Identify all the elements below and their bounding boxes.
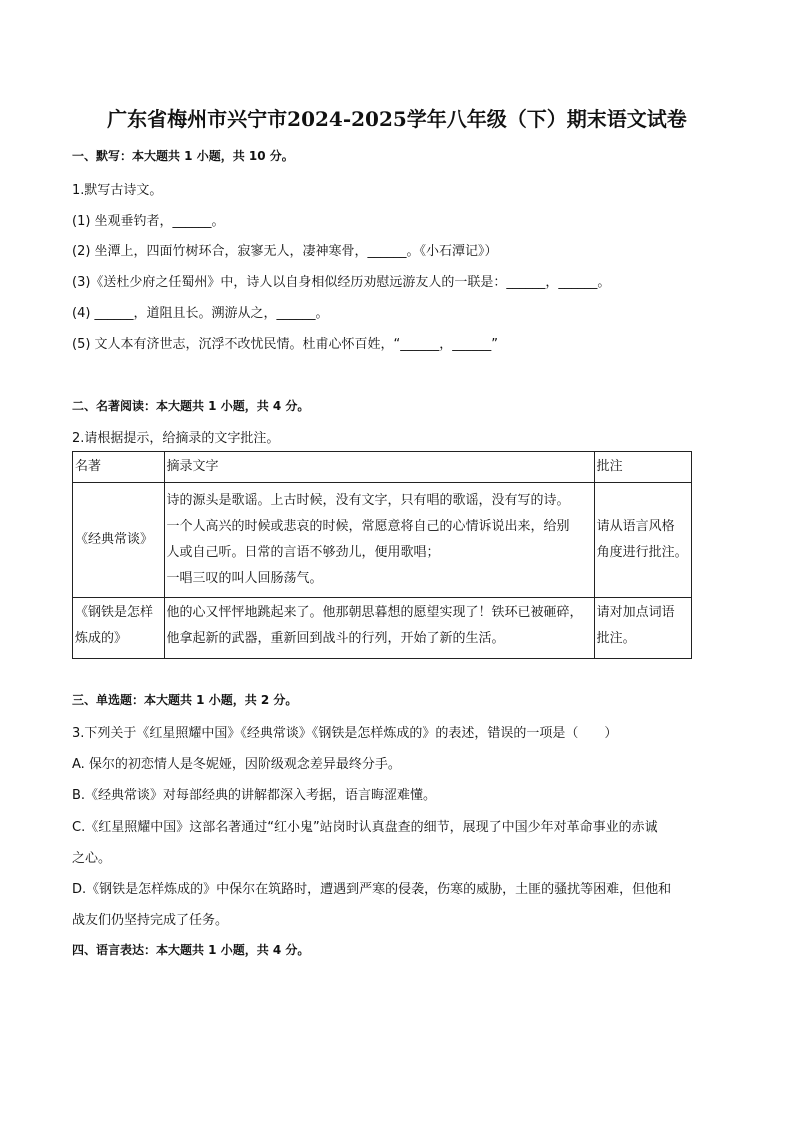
excerpt-line: 人或自己听。日常的言语不够劲儿，便用歌唱； [166, 545, 440, 560]
table-cell-book [73, 598, 165, 659]
table-cell-excerpt [164, 598, 594, 659]
table-header-row [73, 452, 692, 483]
note-line: 请从语言风格 [596, 519, 675, 534]
table-row [73, 483, 692, 598]
excerpt-line: 诗的源头是歌谣。上古时候，没有文字，只有唱的歌谣，没有写的诗。 [166, 493, 570, 508]
note-line: 角度进行批注。 [596, 545, 688, 560]
table-cell-excerpt [164, 483, 594, 598]
note-line: 批注。 [596, 631, 636, 646]
table-cell-note [594, 598, 691, 659]
question-2: 2.请根据提示，给摘录的文字批注。 [72, 431, 280, 446]
note-line: 请对加点词语 [596, 605, 675, 620]
question-1-item-4: (4) ______，道阻且长。溯游从之，______。 [72, 306, 329, 321]
option-d-continued: 战友们仍坚持完成了任务。 [72, 913, 229, 928]
question-3: 3.下列关于《红星照耀中国》《经典常谈》《钢铁是怎样炼成的》的表述，错误的一项是（ ） [72, 726, 618, 741]
section-3-heading: 三、单选题：本大题共 1 小题，共 2 分。 [72, 693, 298, 707]
option-c: C.《红星照耀中国》这部名著通过“红小鬼”站岗时认真盘查的细节，展现了中国少年对革命事业的赤诚 [72, 820, 658, 835]
question-1-item-1: (1) 坐观垂钓者，______。 [72, 214, 225, 229]
table-cell-note [594, 483, 691, 598]
question-1-item-2: (2) 坐潭上，四面竹树环合，寂寥无人，凄神寒骨，______。《小石潭记》） [72, 244, 498, 259]
option-c-continued: 之心。 [72, 851, 112, 866]
excerpt-line: 他拿起新的武器，重新回到战斗的行列，开始了新的生活。 [166, 631, 505, 646]
annotation-table [72, 451, 692, 659]
book-line: 《钢铁是怎样 [75, 605, 154, 620]
table-header-book: 名著 [73, 452, 165, 483]
option-b: B.《经典常谈》对每部经典的讲解都深入考据，语言晦涩难懂。 [72, 788, 437, 803]
question-1-item-3: (3)《送杜少府之任蜀州》中，诗人以自身相似经历劝慰远游友人的一联是：______，______。 [72, 275, 611, 290]
question-1-item-5: (5) 文人本有济世志，沉浮不改忧民情。杜甫心怀百姓，“______，______” [72, 337, 499, 352]
section-2-heading: 二、名著阅读：本大题共 1 小题，共 4 分。 [72, 399, 310, 413]
book-line: 炼成的》 [75, 631, 128, 646]
excerpt-line: 一个人高兴的时候或悲哀的时候，常愿意将自己的心情诉说出来，给别 [166, 519, 570, 534]
excerpt-line: 他的心又怦怦地跳起来了。他那朝思暮想的愿望实现了！铁环已被砸碎， [166, 605, 583, 620]
excerpt-line: 一唱三叹的叫人回肠荡气。 [166, 571, 323, 586]
question-1: 1.默写古诗文。 [72, 183, 163, 198]
table-row [73, 598, 692, 659]
page-title: 广东省梅州市兴宁市2024-2025学年八年级（下）期末语文试卷 [107, 107, 687, 131]
section-1-heading: 一、默写：本大题共 1 小题，共 10 分。 [72, 149, 294, 163]
option-a: A. 保尔的初恋情人是冬妮娅，因阶级观念差异最终分手。 [72, 757, 401, 772]
table-cell-book: 《经典常谈》 [73, 483, 165, 598]
section-4-heading: 四、语言表达：本大题共 1 小题，共 4 分。 [72, 943, 310, 957]
option-d: D.《钢铁是怎样炼成的》中保尔在筑路时，遭遇到严寒的侵袭，伤寒的威胁，土匪的骚扰等困难，但他和 [72, 882, 672, 897]
table-header-excerpt: 摘录文字 [164, 452, 594, 483]
table-header-note: 批注 [594, 452, 691, 483]
